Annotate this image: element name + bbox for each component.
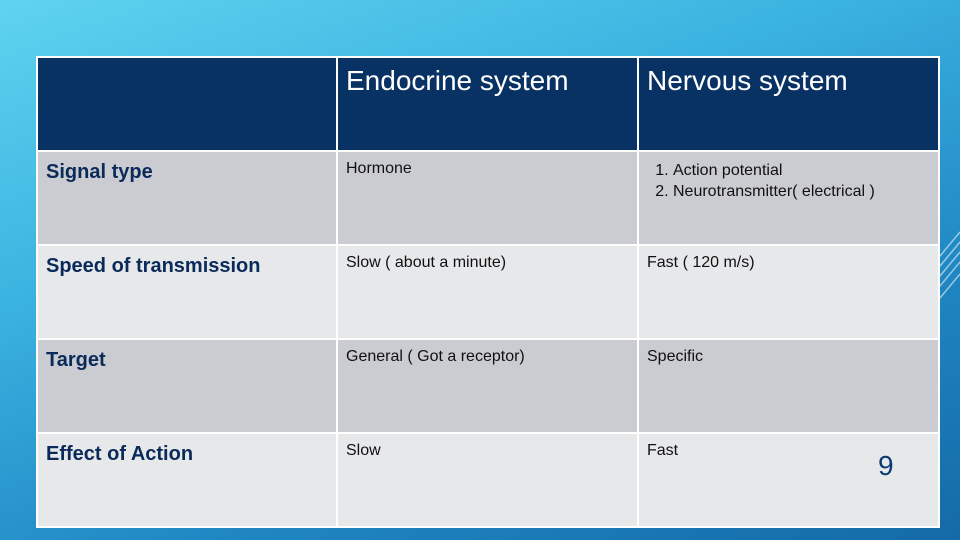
- table-row: [37, 339, 939, 433]
- row-label-effect-of-action: Effect of Action: [37, 433, 337, 527]
- cell-endocrine-signal-type: Hormone: [337, 151, 638, 245]
- signal-type-list: [647, 160, 938, 202]
- header-nervous-system: Nervous system: [638, 57, 939, 151]
- cell-nervous-speed: Fast ( 120 m/s): [638, 245, 939, 339]
- cell-nervous-effect: Fast: [638, 433, 939, 527]
- table-row: [37, 245, 939, 339]
- row-label-speed-of-transmission: Speed of transmission: [37, 245, 337, 339]
- row-label-signal-type: Signal type: [37, 151, 337, 245]
- row-label-target: Target: [37, 339, 337, 433]
- cell-nervous-target: Specific: [638, 339, 939, 433]
- comparison-table: [36, 56, 940, 528]
- table-row: [37, 433, 939, 527]
- list-item: 2. Neurotransmitter( electrical ): [673, 181, 938, 202]
- cell-endocrine-speed: Slow ( about a minute): [337, 245, 638, 339]
- header-corner-cell: [37, 57, 337, 151]
- table-header-row: [37, 57, 939, 151]
- header-endocrine-system: Endocrine system: [337, 57, 638, 151]
- cell-endocrine-effect: Slow: [337, 433, 638, 527]
- page-number: 9: [878, 450, 894, 481]
- cell-endocrine-target: General ( Got a receptor): [337, 339, 638, 433]
- cell-nervous-signal-type: [638, 151, 939, 245]
- list-item: 1. Action potential: [673, 160, 938, 181]
- table-row: [37, 151, 939, 245]
